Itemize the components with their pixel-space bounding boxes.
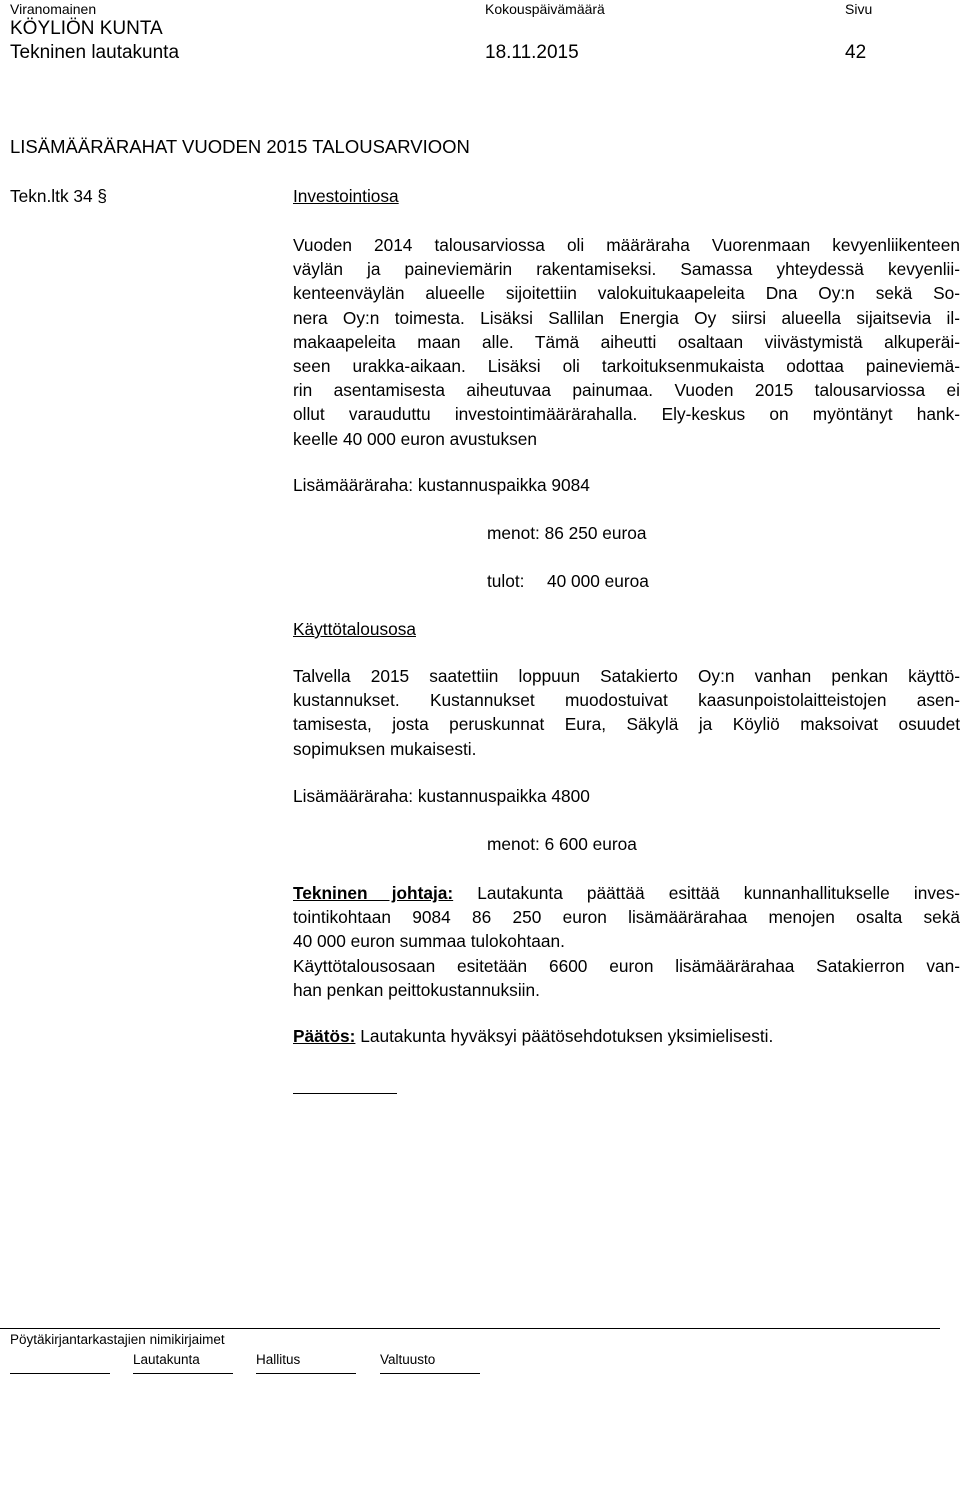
signature-box-line xyxy=(133,1373,233,1374)
operating-expenses: menot: 6 600 euroa xyxy=(487,834,637,854)
date-label: Kokouspäivämäärä xyxy=(485,1,605,17)
paragraph-line: väylän ja paineviemärin rakentamiseksi. Samassa yhteydessä kevyenlii- xyxy=(293,259,960,280)
page-label: Sivu xyxy=(845,1,873,17)
paragraph-line: ollut varauduttu investointimäärärahalla. Ely-keskus on myöntänyt hank- xyxy=(293,404,960,425)
proposal-paragraph xyxy=(293,881,960,1002)
paragraph-line: han penkan peittokustannuksiin. xyxy=(293,979,540,1000)
footer-rule xyxy=(0,1328,940,1329)
signature-box-line xyxy=(380,1373,480,1374)
footer-lautakunta: Lautakunta xyxy=(133,1352,200,1367)
paragraph-line: tointikohtaan 9084 86 250 euron lisämäärärahaa menojen osalta sekä xyxy=(293,907,960,928)
signatures-label: Pöytäkirjantarkastajien nimikirjaimet xyxy=(10,1332,225,1347)
operating-heading: Käyttötalousosa xyxy=(293,619,416,639)
paragraph-line: seen urakka-aikaan. Lisäksi oli tarkoituksenmukaista odottaa paineviemä- xyxy=(293,356,960,377)
investment-expenses: menot: 86 250 euroa xyxy=(487,523,647,543)
investment-income-value: 40 000 euroa xyxy=(547,571,649,591)
paragraph-line: sopimuksen mukaisesti. xyxy=(293,738,477,759)
paragraph-line: rin asentamisesta aiheutuvaa painumaa. Vuoden 2015 talousarviossa ei xyxy=(293,380,960,401)
decision-text: Lautakunta hyväksyi päätösehdotuksen yksimielisesti. xyxy=(355,1026,774,1046)
paragraph-line: 40 000 euron summaa tulokohtaan. xyxy=(293,931,565,952)
paragraph-line: makaapeleita maan alle. Tämä aiheutti osaltaan viivästymistä alkuperäi- xyxy=(293,331,960,352)
section-reference: Tekn.ltk 34 § xyxy=(10,186,108,206)
proposal-first-line xyxy=(293,881,960,905)
committee-name: Tekninen lautakunta xyxy=(10,42,180,63)
investment-income-label: tulot: xyxy=(487,571,525,591)
investment-heading: Investointiosa xyxy=(293,186,399,206)
paragraph-line: Talvella 2015 saatettiin loppuun Satakierto Oy:n vanhan penkan käyttö- xyxy=(293,666,960,686)
authority-label: Viranomainen xyxy=(10,1,97,17)
footer-hallitus: Hallitus xyxy=(256,1352,301,1367)
paragraph-line: Vuoden 2014 talousarviossa oli määräraha Vuorenmaan kevyenliikenteen xyxy=(293,235,960,255)
paragraph-line: kustannukset. Kustannukset muodostuivat kaasunpoistolaitteistojen asen- xyxy=(293,690,960,711)
operating-allocation: Lisämääräraha: kustannuspaikka 4800 xyxy=(293,786,590,806)
investment-allocation: Lisämääräraha: kustannuspaikka 9084 xyxy=(293,475,590,495)
decision-line xyxy=(293,1026,773,1047)
separator-line xyxy=(293,1093,397,1094)
investment-paragraph xyxy=(293,233,960,451)
page-number: 42 xyxy=(845,42,867,63)
paragraph-line: Käyttötalousosaan esitetään 6600 euron lisämäärärahaa Satakierron van- xyxy=(293,955,960,976)
paragraph-line: tamisesta, josta peruskunnat Eura, Säkylä ja Köyliö maksoivat osuudet xyxy=(293,714,960,735)
document-title: LISÄMÄÄRÄRAHAT VUODEN 2015 TALOUSARVIOON xyxy=(10,136,470,157)
signature-box-line xyxy=(256,1373,356,1374)
paragraph-line: kenteenväylän alueelle sijoitettiin valokuitukaapeleita Dna Oy:n sekä So- xyxy=(293,283,960,304)
paragraph-line: keelle 40 000 euron avustuksen xyxy=(293,428,538,449)
operating-paragraph xyxy=(293,664,960,761)
footer-valtuusto: Valtuusto xyxy=(380,1352,436,1367)
signature-box-line xyxy=(10,1373,110,1374)
decision-label: Päätös: xyxy=(293,1026,356,1046)
proposal-label: Tekninen johtaja: xyxy=(293,883,454,903)
authority-name: KÖYLIÖN KUNTA xyxy=(10,18,163,39)
meeting-date: 18.11.2015 xyxy=(485,42,579,63)
proposal-first-line-text: Lautakunta päättää esittää kunnanhallitukselle inves- xyxy=(453,883,960,903)
paragraph-line: nera Oy:n toimesta. Lisäksi Sallilan Energia Oy siirsi alueella sijaitsevia il- xyxy=(293,307,960,328)
